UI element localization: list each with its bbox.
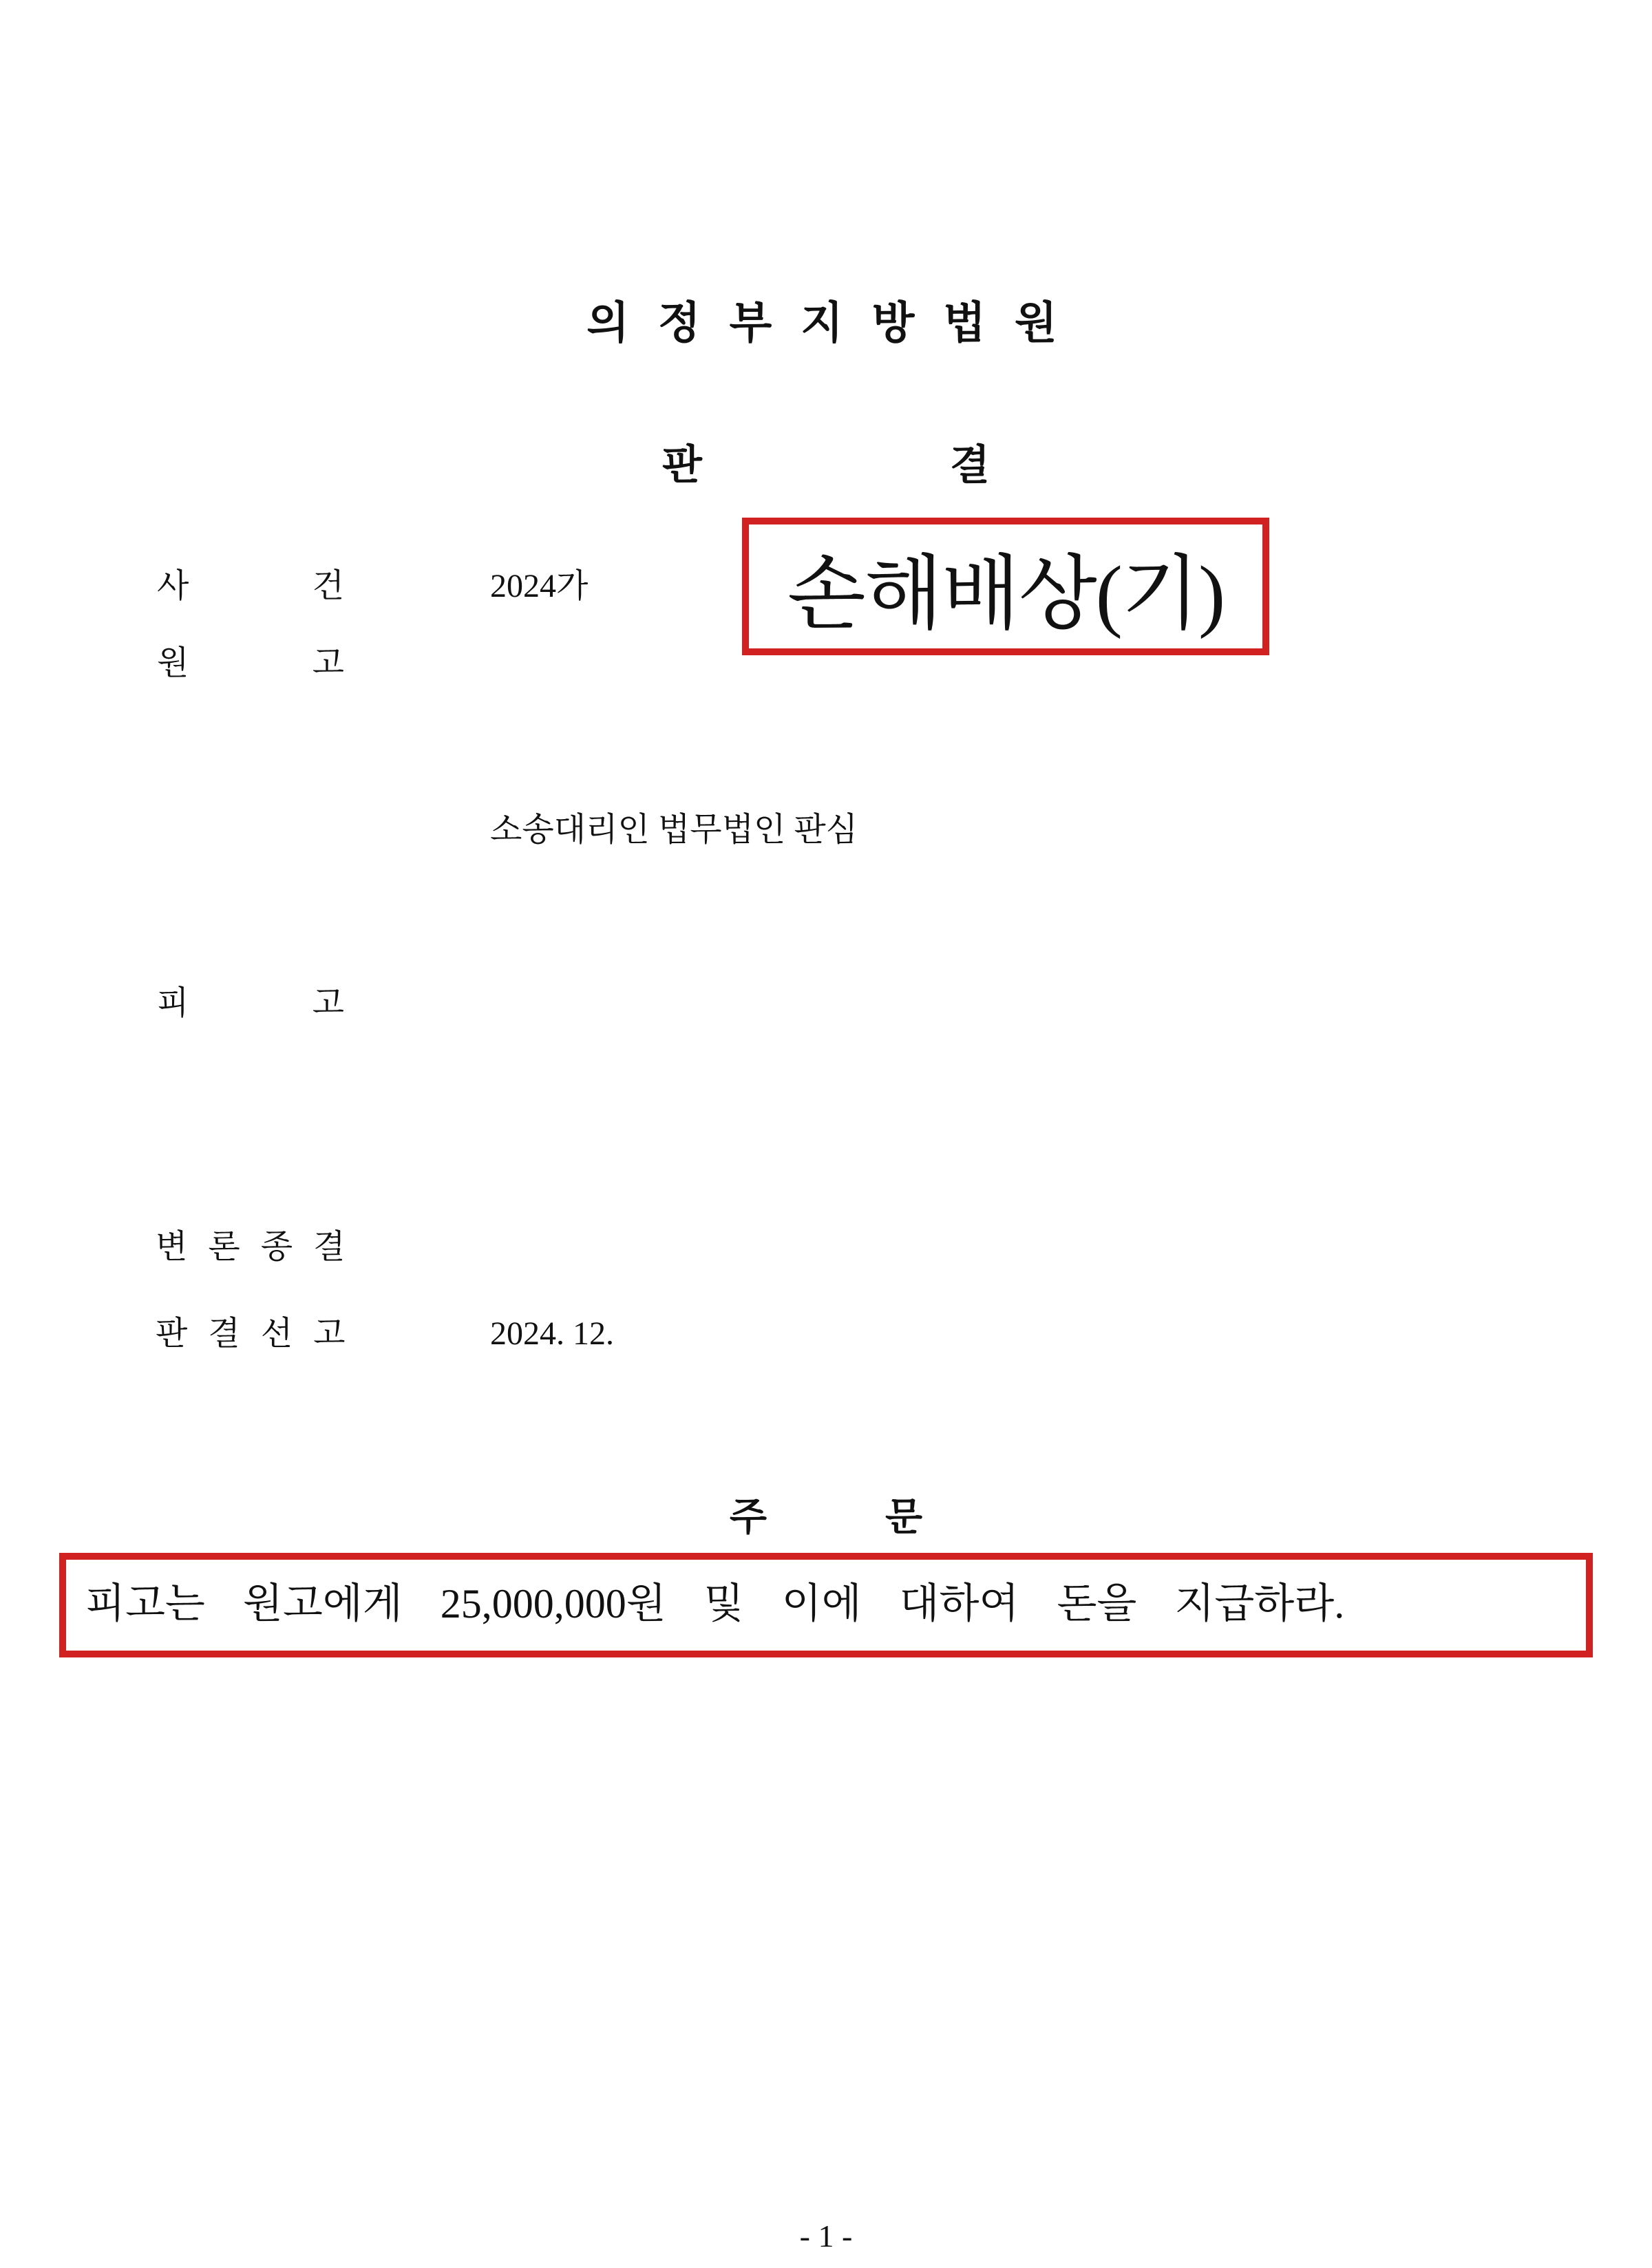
sentencing-label: 판 결 선 고 bbox=[156, 1315, 352, 1352]
defendant-label bbox=[157, 986, 344, 1022]
case-label-char-1: 사 bbox=[157, 568, 189, 604]
case-name-highlight-box bbox=[742, 518, 1269, 655]
court-name-heading: 의 정 부 지 방 법 원 bbox=[586, 298, 1066, 348]
case-number: 2024가 bbox=[490, 568, 589, 604]
counsel-text: 소송대리인 법무법인 판심 bbox=[490, 812, 858, 848]
plaintiff-label-char-2: 고 bbox=[312, 645, 344, 681]
order-highlight-box bbox=[59, 1553, 1593, 1657]
document-title-char-1: 판 bbox=[662, 442, 702, 488]
document-title bbox=[0, 432, 1652, 491]
page-number: - 1 - bbox=[799, 2218, 853, 2254]
document-title-char-2: 결 bbox=[950, 442, 990, 488]
case-name-text: 손해배상(기) bbox=[787, 549, 1225, 639]
closing-label: 변 론 종 결 bbox=[156, 1229, 352, 1265]
order-heading-char-2: 문 bbox=[885, 1495, 923, 1538]
plaintiff-label bbox=[157, 646, 344, 682]
order-text: 피고는 원고에게 25,000,000원 및 이에 대하여 돈을 지급하라. bbox=[85, 1581, 1345, 1626]
plaintiff-label-char-1: 원 bbox=[157, 645, 189, 681]
case-label-char-2: 건 bbox=[312, 568, 344, 604]
sentencing-date: 2024. 12. bbox=[490, 1315, 614, 1352]
defendant-label-char-1: 피 bbox=[157, 985, 189, 1021]
order-heading bbox=[0, 1487, 1652, 1542]
defendant-label-char-2: 고 bbox=[312, 985, 344, 1021]
case-label bbox=[157, 569, 344, 605]
order-heading-char-1: 주 bbox=[729, 1495, 767, 1538]
